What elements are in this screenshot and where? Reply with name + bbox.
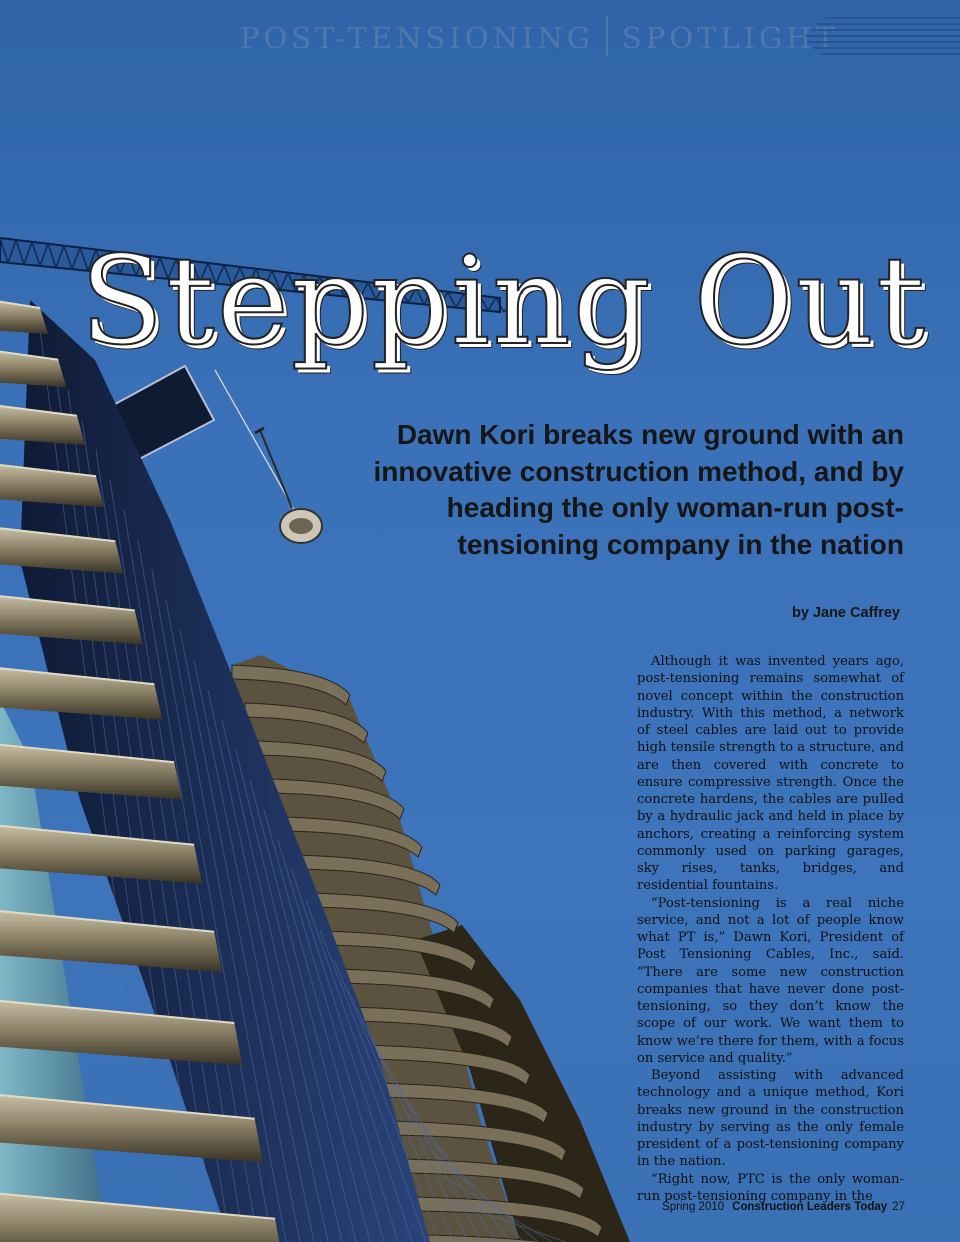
page-number: 27 xyxy=(892,1201,905,1213)
section-name: POST-TENSIONING xyxy=(240,21,594,55)
section-tag: SPOTLIGHT xyxy=(621,21,839,55)
page-footer xyxy=(600,1201,905,1219)
body-paragraph: “Right now, PTC is the only woman-run post-tensioning company in the xyxy=(637,1171,904,1204)
header-rule-lines xyxy=(803,16,960,58)
article-body xyxy=(637,653,904,1204)
body-paragraph: Although it was invented years ago, post-tensioning remains somewhat of novel concept within the construction industry. With this method, a network of steel cables are laid out to provide high tensile strength to a structure, and are then covered with concrete to ensure compressive strength. Once the concrete hardens, the cables are pulled by a hydraulic jack and held in place by anchors, creating a reinforcing system commonly used on parking garages, sky rises, tanks, bridges, and residential fountains. xyxy=(637,654,904,894)
issue-date: Spring 2010 xyxy=(662,1201,725,1213)
body-paragraph: “Post-tensioning is a real niche service, and not a lot of people know what PT is,” Dawn Kori, President of Post Tensioning Cables, Inc., said. “There are some new construction companies that have never done post-tensioning, so they don’t know the scope of our work. We want them to know we’re there for them, with a focus on service and quality.” xyxy=(637,895,904,1066)
article-subtitle: Dawn Kori breaks new ground with an innovative construction method, and by heading the only woman-run post-tensioning company in the nation xyxy=(373,419,904,560)
article-title: Stepping Out xyxy=(80,230,928,372)
balcony-slab xyxy=(0,300,48,334)
section-header xyxy=(240,20,839,64)
magazine-name: Construction Leaders Today xyxy=(732,1201,888,1213)
header-divider xyxy=(606,16,608,56)
byline: by Jane Caffrey xyxy=(792,605,900,621)
body-paragraph: Beyond assisting with advanced technology and a unique method, Kori breaks new ground in the construction industry by serving as the only female president of a post-tensioning company in the nation. xyxy=(637,1068,904,1170)
